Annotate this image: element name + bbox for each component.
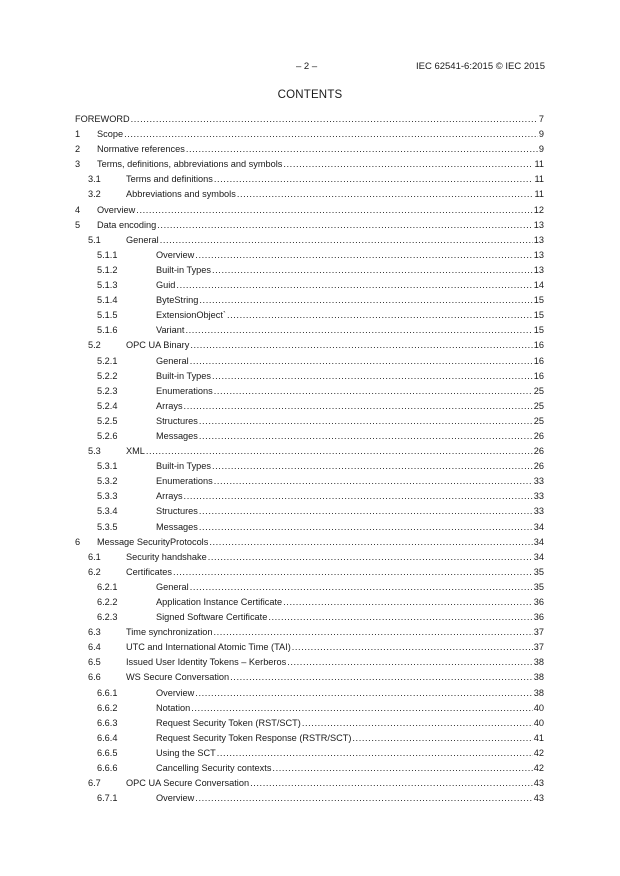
- toc-entry[interactable]: [0, 535, 620, 550]
- toc-entry-page: 7: [538, 114, 544, 124]
- toc-entry-page: 35: [533, 581, 544, 592]
- toc-entry-number: 1: [75, 129, 81, 140]
- dot-leader: [352, 731, 532, 746]
- toc-entry[interactable]: [0, 474, 620, 489]
- toc-entry-title: FOREWORD: [75, 114, 130, 124]
- toc-entry-title: Built-in Types: [156, 461, 211, 472]
- toc-entry-number: 6.6: [88, 672, 101, 683]
- toc-entry-title: UTC and International Atomic Time (TAI): [126, 642, 291, 653]
- toc-entry-number: 5.2.2: [97, 370, 118, 381]
- toc-entry[interactable]: [0, 429, 620, 444]
- toc-entry-page: 42: [533, 747, 544, 758]
- dot-leader: [212, 263, 533, 278]
- toc-entry[interactable]: [0, 625, 620, 640]
- toc-entry[interactable]: [0, 746, 620, 761]
- toc-entry[interactable]: [0, 686, 620, 701]
- dot-leader: [157, 218, 533, 233]
- toc-entry[interactable]: [0, 323, 620, 338]
- dot-leader: [124, 127, 538, 142]
- toc-entry[interactable]: [0, 142, 620, 157]
- table-of-contents: [0, 112, 620, 806]
- toc-entry[interactable]: [0, 550, 620, 565]
- toc-entry-page: 16: [533, 355, 544, 366]
- toc-entry-title: Enumerations: [156, 476, 213, 487]
- toc-entry-title: Built-in Types: [156, 370, 211, 381]
- toc-entry-number: 5.1.1: [97, 249, 118, 260]
- toc-entry[interactable]: [0, 354, 620, 369]
- toc-entry-number: 5.3.5: [97, 521, 118, 532]
- toc-entry-page: 26: [533, 430, 544, 441]
- toc-entry-title: Scope: [97, 129, 124, 140]
- toc-entry-number: 6.6.3: [97, 717, 118, 728]
- toc-entry-page: 34: [533, 536, 544, 547]
- toc-entry-title: Overview: [97, 204, 136, 215]
- dot-leader: [237, 187, 534, 202]
- toc-entry[interactable]: [0, 580, 620, 595]
- toc-entry-number: 5.3.1: [97, 461, 118, 472]
- dot-leader: [199, 414, 533, 429]
- toc-entry-title: Messages: [156, 521, 198, 532]
- toc-entry-number: 6.4: [88, 642, 101, 653]
- toc-entry-page: 33: [533, 476, 544, 487]
- toc-entry-title: Cancelling Security contexts: [156, 763, 272, 774]
- toc-entry-number: 5.2: [88, 340, 101, 351]
- toc-entry[interactable]: [0, 338, 620, 353]
- toc-entry-number: 5.2.3: [97, 385, 118, 396]
- toc-entry-number: 5.2.4: [97, 400, 118, 411]
- dot-leader: [199, 504, 533, 519]
- toc-entry-title: Security handshake: [126, 551, 207, 562]
- toc-entry[interactable]: [0, 172, 620, 187]
- toc-entry-number: 6: [75, 536, 81, 547]
- toc-entry-title: Data encoding: [97, 219, 157, 230]
- toc-entry-page: 15: [533, 325, 544, 336]
- toc-entry-title: Overview: [156, 687, 195, 698]
- toc-entry-number: 5.2.6: [97, 430, 118, 441]
- dot-leader: [136, 203, 532, 218]
- toc-entry-number: 5.1.6: [97, 325, 118, 336]
- toc-entry-number: 6.6.5: [97, 747, 118, 758]
- toc-entry-number: 6.2: [88, 566, 101, 577]
- dot-leader: [160, 233, 533, 248]
- toc-entry-page: 41: [533, 732, 544, 743]
- dot-leader: [214, 474, 533, 489]
- toc-entry[interactable]: [0, 701, 620, 716]
- dot-leader: [190, 338, 532, 353]
- dot-leader: [212, 459, 533, 474]
- toc-entry-title: Messages: [156, 430, 198, 441]
- toc-entry[interactable]: [0, 233, 620, 248]
- dot-leader: [195, 791, 532, 806]
- toc-entry-number: 5.1.4: [97, 295, 118, 306]
- toc-entry[interactable]: [0, 218, 620, 233]
- toc-entry-number: 5.1: [88, 234, 101, 245]
- toc-entry-number: 5.2.5: [97, 415, 118, 426]
- dot-leader: [213, 625, 532, 640]
- toc-entry[interactable]: [0, 112, 620, 127]
- dot-leader: [214, 384, 533, 399]
- toc-entry-number: 6.2.1: [97, 581, 118, 592]
- dot-leader: [209, 535, 532, 550]
- toc-entry-page: 11: [534, 159, 544, 170]
- page-number: – 2 –: [296, 61, 318, 72]
- toc-entry[interactable]: [0, 670, 620, 685]
- toc-entry-number: 5.3.4: [97, 506, 118, 517]
- dot-leader: [176, 278, 532, 293]
- toc-entry-page: 38: [533, 672, 544, 683]
- toc-entry-page: 33: [533, 491, 544, 502]
- toc-entry-title: Signed Software Certificate: [156, 612, 268, 623]
- dot-leader: [230, 670, 533, 685]
- toc-entry[interactable]: [0, 761, 620, 776]
- toc-entry-number: 6.6.6: [97, 763, 118, 774]
- toc-entry-number: 5.3.3: [97, 491, 118, 502]
- toc-entry-title: General: [156, 355, 189, 366]
- toc-entry-title: General: [156, 581, 189, 592]
- toc-entry-page: 13: [533, 249, 544, 260]
- toc-entry-number: 6.7: [88, 778, 101, 789]
- toc-entry-page: 42: [533, 763, 544, 774]
- toc-entry-page: 43: [533, 793, 544, 804]
- toc-entry-number: 5.1.3: [97, 280, 118, 291]
- toc-entry-page: 37: [533, 627, 544, 638]
- toc-entry-title: Terms and definitions: [126, 174, 213, 185]
- toc-entry-number: 3: [75, 159, 81, 170]
- toc-entry[interactable]: [0, 716, 620, 731]
- toc-entry-page: 35: [533, 566, 544, 577]
- dot-leader: [212, 369, 533, 384]
- toc-entry[interactable]: [0, 414, 620, 429]
- dot-leader: [191, 701, 533, 716]
- toc-entry-page: 33: [533, 506, 544, 517]
- toc-entry-page: 36: [533, 597, 544, 607]
- toc-entry-title: WS Secure Conversation: [126, 672, 230, 683]
- toc-entry-number: 2: [75, 144, 81, 155]
- toc-entry-page: 34: [533, 551, 544, 562]
- dot-leader: [283, 157, 533, 172]
- toc-entry[interactable]: [0, 504, 620, 519]
- dot-leader: [283, 595, 533, 610]
- toc-entry-title: Arrays: [156, 400, 183, 411]
- toc-entry-page: 13: [533, 264, 544, 275]
- toc-entry-number: 6.5: [88, 657, 101, 668]
- toc-entry-page: 25: [533, 415, 544, 426]
- toc-entry-page: 15: [533, 295, 544, 306]
- toc-entry-page: 25: [533, 385, 544, 396]
- toc-entry[interactable]: [0, 595, 620, 610]
- toc-entry[interactable]: [0, 293, 620, 308]
- toc-entry-title: Enumerations: [156, 385, 213, 396]
- toc-entry-title: Abbreviations and symbols: [126, 189, 236, 200]
- toc-entry-title: Time synchronization: [126, 627, 213, 638]
- toc-entry-page: 40: [533, 702, 544, 713]
- toc-entry-title: Notation: [156, 702, 191, 713]
- toc-entry-page: 34: [533, 521, 544, 532]
- dot-leader: [268, 610, 532, 625]
- toc-entry-page: 16: [533, 340, 544, 351]
- toc-entry-page: 26: [533, 461, 544, 472]
- dot-leader: [190, 580, 533, 595]
- toc-entry-title: Built-in Types: [156, 264, 211, 275]
- dot-leader: [250, 776, 533, 791]
- toc-entry-number: 4: [75, 204, 81, 215]
- toc-entry[interactable]: [0, 776, 620, 791]
- toc-entry-title: Application Instance Certificate: [156, 597, 283, 607]
- toc-entry-title: Terms, definitions, abbreviations and symbols: [97, 159, 283, 170]
- toc-entry-number: 3.1: [88, 174, 101, 185]
- toc-entry-page: 40: [533, 717, 544, 728]
- toc-entry[interactable]: [0, 384, 620, 399]
- toc-entry[interactable]: [0, 248, 620, 263]
- toc-entry[interactable]: [0, 127, 620, 142]
- toc-entry[interactable]: [0, 369, 620, 384]
- dot-leader: [173, 565, 533, 580]
- toc-entry-title: Message SecurityProtocols: [97, 536, 209, 547]
- toc-entry-title: Using the SCT: [156, 747, 216, 758]
- toc-entry[interactable]: [0, 459, 620, 474]
- toc-entry-page: 13: [533, 219, 544, 230]
- toc-entry[interactable]: [0, 655, 620, 670]
- toc-entry[interactable]: [0, 489, 620, 504]
- toc-entry[interactable]: [0, 308, 620, 323]
- toc-entry-number: 5.1.5: [97, 310, 118, 321]
- toc-entry-number: 6.6.1: [97, 687, 118, 698]
- toc-entry-title: Request Security Token Response (RSTR/SCT): [156, 732, 352, 743]
- dot-leader: [217, 746, 533, 761]
- dot-leader: [199, 520, 533, 535]
- toc-entry-page: 11: [534, 174, 544, 185]
- dot-leader: [146, 444, 533, 459]
- toc-entry[interactable]: [0, 731, 620, 746]
- toc-entry[interactable]: [0, 187, 620, 202]
- toc-entry-title: General: [126, 234, 159, 245]
- toc-entry-number: 6.6.2: [97, 702, 118, 713]
- dot-leader: [227, 308, 533, 323]
- toc-entry-page: 9: [538, 129, 544, 140]
- toc-entry[interactable]: [0, 278, 620, 293]
- standard-reference: IEC 62541-6:2015 © IEC 2015: [415, 61, 545, 72]
- toc-entry[interactable]: [0, 263, 620, 278]
- toc-entry-title: Issued User Identity Tokens – Kerberos: [126, 657, 287, 668]
- toc-entry-title: OPC UA Binary: [126, 340, 190, 351]
- dot-leader: [199, 429, 533, 444]
- toc-entry-number: 6.7.1: [97, 793, 118, 804]
- dot-leader: [214, 172, 534, 187]
- toc-entry-title: OPC UA Secure Conversation: [126, 778, 250, 789]
- dot-leader: [272, 761, 532, 776]
- toc-entry-title: Certificates: [126, 566, 172, 577]
- toc-entry-number: 5: [75, 219, 81, 230]
- toc-entry-page: 25: [533, 400, 544, 411]
- toc-entry-page: 37: [533, 642, 544, 653]
- toc-entry-number: 5.3.2: [97, 476, 118, 487]
- toc-entry-title: ByteString: [156, 295, 199, 306]
- toc-entry-title: Structures: [156, 415, 198, 426]
- toc-entry-number: 6.2.3: [97, 612, 118, 623]
- toc-entry-title: Request Security Token (RST/SCT): [156, 717, 301, 728]
- toc-entry-page: 15: [533, 310, 544, 321]
- toc-entry-number: 6.1: [88, 551, 101, 562]
- toc-entry-number: 6.3: [88, 627, 101, 638]
- toc-entry-number: 5.1.2: [97, 264, 118, 275]
- toc-entry-page: 11: [534, 189, 544, 200]
- toc-entry-page: 16: [533, 370, 544, 381]
- dot-leader: [292, 640, 533, 655]
- dot-leader: [184, 489, 533, 504]
- toc-entry-page: 12: [533, 204, 544, 215]
- toc-entry-page: 38: [533, 657, 544, 668]
- toc-entry[interactable]: [0, 791, 620, 806]
- toc-entry[interactable]: [0, 444, 620, 459]
- toc-entry-number: 3.2: [88, 189, 101, 200]
- toc-entry-page: 14: [533, 280, 544, 291]
- toc-entry-title: Overview: [156, 793, 195, 804]
- toc-entry-number: 6.2.2: [97, 597, 118, 607]
- toc-entry-title: ExtensionObject`: [156, 310, 226, 321]
- toc-entry-number: 5.3: [88, 446, 101, 457]
- toc-entry-page: 26: [533, 446, 544, 457]
- toc-entry-title: Overview: [156, 249, 195, 260]
- toc-entry-title: Guid: [156, 280, 176, 291]
- toc-entry[interactable]: [0, 399, 620, 414]
- dot-leader: [195, 248, 532, 263]
- toc-entry-page: 13: [533, 234, 544, 245]
- dot-leader: [184, 399, 533, 414]
- toc-entry-number: 5.2.1: [97, 355, 118, 366]
- dot-leader: [190, 354, 533, 369]
- toc-entry-title: Variant: [156, 325, 185, 336]
- page-title: CONTENTS: [277, 89, 343, 101]
- toc-entry-page: 38: [533, 687, 544, 698]
- toc-entry-number: 6.6.4: [97, 732, 118, 743]
- dot-leader: [186, 142, 538, 157]
- dot-leader: [287, 655, 533, 670]
- toc-entry[interactable]: [0, 640, 620, 655]
- toc-entry[interactable]: [0, 520, 620, 535]
- toc-entry-title: Normative references: [97, 144, 185, 155]
- dot-leader: [208, 550, 533, 565]
- toc-entry-title: Structures: [156, 506, 198, 517]
- toc-entry[interactable]: [0, 565, 620, 580]
- toc-entry[interactable]: [0, 610, 620, 625]
- dot-leader: [199, 293, 532, 308]
- toc-entry-page: 9: [538, 144, 544, 155]
- toc-entry[interactable]: [0, 157, 620, 172]
- toc-entry-title: XML: [126, 446, 145, 457]
- toc-entry[interactable]: [0, 203, 620, 218]
- dot-leader: [185, 323, 532, 338]
- dot-leader: [131, 112, 538, 127]
- dot-leader: [195, 686, 532, 701]
- dot-leader: [302, 716, 533, 731]
- toc-entry-page: 43: [533, 778, 544, 789]
- toc-entry-title: Arrays: [156, 491, 183, 502]
- toc-entry-page: 36: [533, 612, 544, 623]
